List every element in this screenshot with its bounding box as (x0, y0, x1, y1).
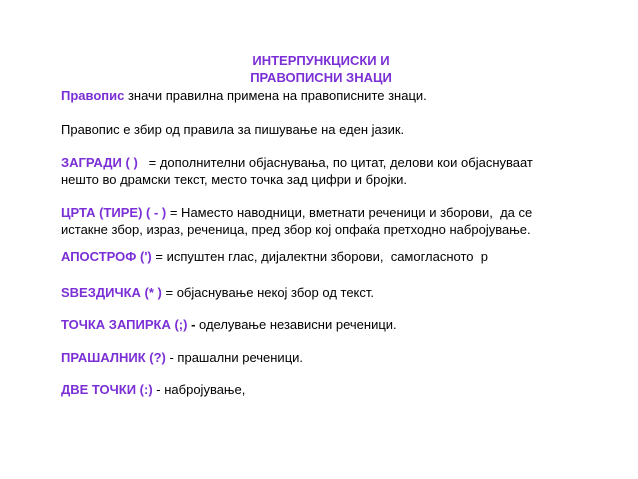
item-text: - набројување, (152, 382, 246, 397)
item-term: ЦРТА (ТИРЕ) ( - ) (61, 205, 167, 220)
item-colon (61, 381, 621, 398)
item-term: ДВЕ ТОЧКИ (:) (61, 382, 153, 397)
intro-term: Правопис (61, 88, 125, 103)
definition-paragraph: Правопис е збир од правила за пишување на еден јазик. (61, 122, 405, 137)
item-text: = испуштен глас, дијалектни зборови, самогласното р (151, 249, 488, 264)
item-question-mark (61, 349, 621, 366)
item-term: ТОЧКА ЗАПИРКА (;) (61, 317, 188, 332)
item-dash-mark: - (187, 317, 196, 332)
item-term: SВЕЗДИЧКА (* ) (61, 285, 162, 300)
slide-title-line-2: ПРАВОПИСНИ ЗНАЦИ (250, 70, 392, 85)
item-dash (61, 204, 621, 221)
item-text: оделување независни реченици. (195, 317, 397, 332)
item-parentheses (61, 154, 621, 171)
item-parentheses-continued: нешто во драмски текст, место точка зад цифри и броjки. (61, 172, 408, 187)
item-term: ПРАШАЛНИК (?) (61, 350, 166, 365)
item-asterisk (61, 284, 621, 301)
item-text: = објаснување некој збор од текст. (161, 285, 375, 300)
item-apostrophe (61, 248, 621, 265)
item-text: = дополнителни објаснувања, по цитат, делови кои објаснуваат (137, 155, 533, 170)
item-term: ЗАГРАДИ ( ) (61, 155, 138, 170)
intro-paragraph (61, 87, 621, 104)
item-text: - прашални реченици. (165, 350, 304, 365)
item-text: = Наместо наводници, вметнати реченици и зборови, да се (166, 205, 533, 220)
item-dash-continued: истакне збор, израз, реченица, пред збор кој опфаќа претходно набројување. (61, 222, 531, 237)
intro-text: значи правилна примена на правописните знаци. (124, 88, 427, 103)
item-semicolon (61, 316, 621, 333)
item-term: АПОСТРОФ (') (61, 249, 152, 264)
slide-title-line-1: ИНТЕРПУНКЦИСКИ И (252, 53, 390, 68)
